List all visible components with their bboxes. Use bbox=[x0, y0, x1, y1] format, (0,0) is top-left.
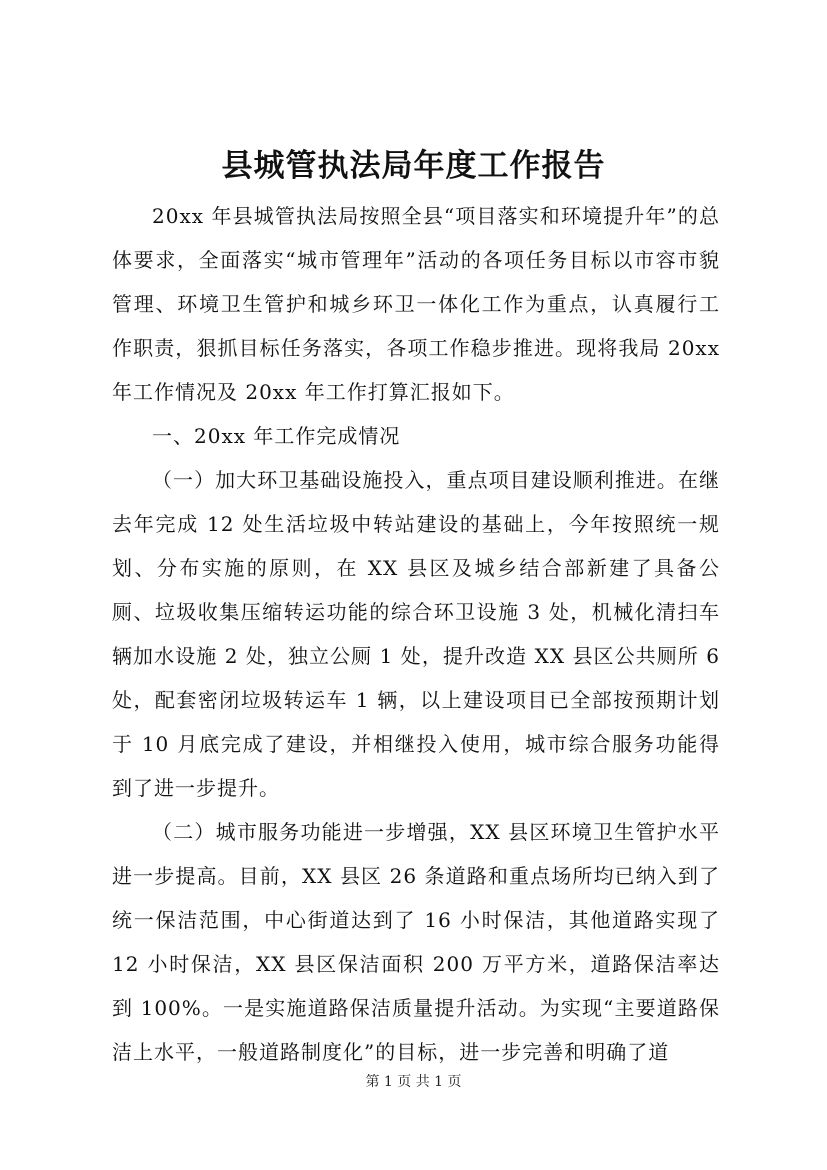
paragraph-item-1: （一）加大环卫基础设施投入，重点项目建设顺利推进。在继去年完成 12 处生活垃圾中转站建设的基础上，今年按照统一规划、分布实施的原则，在 XX 县区及城乡结合部新建了具备公厕、垃圾收集压缩转运功能的综合环卫设施 3 处，机械化清扫车辆加水设施 2 处，独立公厕 1 处，提升改造 XX 县区公共厕所 6 处，配套密闭垃圾转运车 1 辆，以上建设项目已全部按预期计划于 10 月底完成了建设，并相继投入使用，城市综合服务功能得到了进一步提升。 bbox=[112, 468, 720, 800]
paragraph-item-2: （二）城市服务功能进一步增强，XX 县区环境卫生管护水平进一步提高。目前，XX 县区 26 条道路和重点场所均已纳入到了统一保洁范围，中心街道达到了 16 小时保洁，其他道路实现了 12 小时保洁，XX 县区保洁面积 200 万平方米，道路保洁率达到 100%。一是实施道路保洁质量提升活动。为实现“主要道路保洁上水平，一般道路制度化”的目标，进一步完善和明确了道 bbox=[112, 820, 720, 1064]
document-body bbox=[112, 194, 720, 1074]
document-title: 县城管执法局年度工作报告 bbox=[221, 148, 606, 184]
page-footer: 第 1 页 共 1 页 bbox=[365, 1074, 462, 1090]
section-heading: 一、20xx 年工作完成情况 bbox=[152, 424, 401, 448]
paragraph-intro: 20xx 年县城管执法局按照全县“项目落实和环境提升年”的总体要求，全面落实“城市管理年”活动的各项任务目标以市容市貌管理、环境卫生管护和城乡环卫一体化工作为重点，认真履行工作职责，狠抓目标任务落实，各项工作稳步推进。现将我局 20xx 年工作情况及 20xx 年工作打算汇报如下。 bbox=[112, 204, 720, 404]
